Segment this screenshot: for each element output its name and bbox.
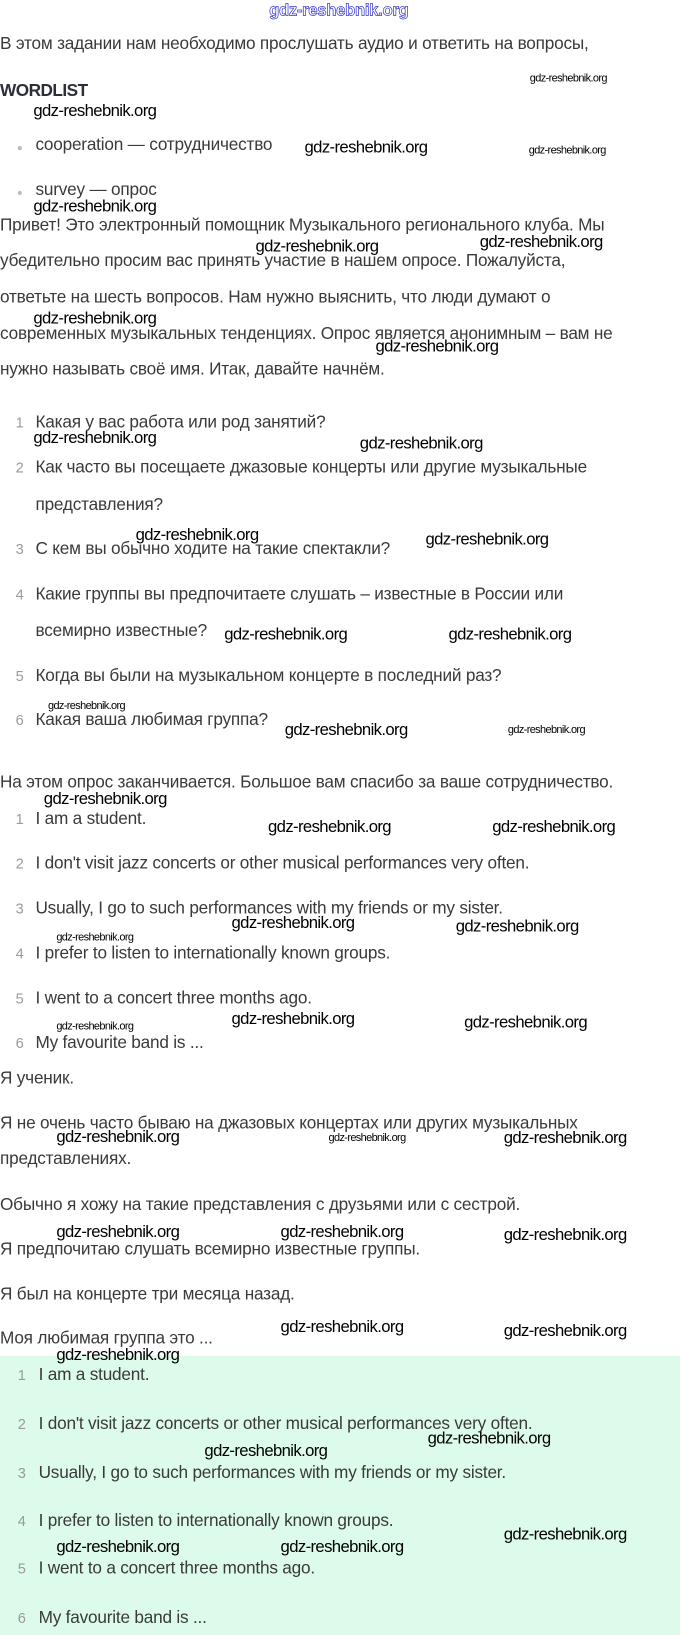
- question-text: Какие группы вы предпочитаете слушать – известные в России или: [35, 585, 564, 604]
- watermark: gdz-reshebnik.org: [304, 138, 428, 157]
- watermark: gdz-reshebnik.org: [43, 790, 167, 809]
- watermark: gdz-reshebnik.org: [479, 233, 603, 252]
- watermark: gdz-reshebnik.org: [268, 818, 391, 837]
- highlight-answer-en: My favourite band is ...: [38, 1608, 207, 1627]
- watermark: gdz-reshebnik.org: [56, 1346, 180, 1365]
- answer-number: 5: [15, 989, 24, 1007]
- question-text: Как часто вы посещаете джазовые концерты или другие музыкальные: [35, 457, 587, 477]
- watermark: gdz-reshebnik.org: [56, 931, 134, 944]
- answer-en: I prefer to listen to internationally known groups.: [35, 943, 391, 963]
- answer-ru: Обычно я хожу на такие представления с друзьями или с сестрой.: [0, 1195, 521, 1214]
- watermark: gdz-reshebnik.org: [425, 530, 549, 549]
- watermark: gdz-reshebnik.org: [280, 1223, 404, 1242]
- answer-number: 2: [15, 855, 24, 872]
- header-watermark: gdz-reshebnik.org: [269, 2, 409, 20]
- greeting-line: Привет! Это электронный помощник Музыкального регионального клуба. Мы: [0, 215, 605, 235]
- answer-ru: представлениях.: [0, 1149, 132, 1169]
- wordlist-title: WORDLIST: [0, 81, 88, 101]
- question-number: 4: [15, 586, 24, 603]
- answer-en: I went to a concert three months ago.: [35, 988, 312, 1008]
- highlight-answer-number: 1: [17, 1366, 26, 1383]
- watermark: gdz-reshebnik.org: [33, 102, 157, 120]
- greeting-line: нужно называть своё имя. Итак, давайте начнём.: [0, 359, 385, 379]
- answer-en: I am a student.: [35, 809, 147, 829]
- watermark: gdz-reshebnik.org: [33, 198, 157, 216]
- watermark: gdz-reshebnik.org: [507, 723, 585, 737]
- highlight-answer-en: I don't visit jazz concerts or other musical performances very often.: [38, 1414, 533, 1433]
- watermark: gdz-reshebnik.org: [255, 237, 379, 256]
- question-number: 1: [15, 414, 24, 431]
- watermark: gdz-reshebnik.org: [503, 1226, 627, 1245]
- answer-number: 6: [15, 1034, 24, 1052]
- watermark: gdz-reshebnik.org: [56, 1538, 180, 1557]
- answer-number: 4: [15, 944, 24, 962]
- watermark: gdz-reshebnik.org: [503, 1525, 627, 1544]
- question-text: Какая у вас работа или род занятий?: [35, 412, 326, 432]
- question-text: С кем вы обычно ходите на такие спектакли?: [35, 539, 391, 558]
- bullet-icon: [18, 146, 22, 150]
- watermark: gdz-reshebnik.org: [427, 1429, 551, 1448]
- answer-highlight-box: [0, 1356, 680, 1635]
- highlight-answer-en: Usually, I go to such performances with my friends or my sister.: [38, 1463, 506, 1482]
- closing-text: На этом опрос заканчивается. Большое вам спасибо за ваше сотрудничество.: [0, 772, 614, 792]
- answer-en: I don't visit jazz concerts or other musical performances very often.: [35, 854, 530, 873]
- highlight-answer-en: I prefer to listen to internationally known groups.: [38, 1511, 394, 1530]
- answer-ru: Моя любимая группа это ...: [0, 1328, 213, 1348]
- intro-text: В этом задании нам необходимо прослушать аудио и ответить на вопросы,: [0, 34, 589, 54]
- watermark: gdz-reshebnik.org: [231, 914, 355, 933]
- answer-number: 1: [15, 810, 24, 828]
- highlight-answer-en: I am a student.: [38, 1365, 150, 1384]
- watermark: gdz-reshebnik.org: [47, 699, 126, 713]
- watermark: gdz-reshebnik.org: [280, 1318, 404, 1336]
- answer-en: My favourite band is ...: [35, 1033, 204, 1053]
- question-text: всемирно известные?: [35, 621, 208, 641]
- greeting-line: убедительно просим вас принять участие в нашем опросе. Пожалуйста,: [0, 251, 566, 271]
- watermark: gdz-reshebnik.org: [448, 625, 572, 644]
- watermark: gdz-reshebnik.org: [528, 143, 606, 157]
- question-number: 5: [15, 667, 24, 685]
- watermark: gdz-reshebnik.org: [135, 526, 259, 545]
- watermark: gdz-reshebnik.org: [33, 429, 157, 448]
- watermark: gdz-reshebnik.org: [56, 1019, 134, 1033]
- greeting-line: современных музыкальных тенденциях. Опрос является анонимным – вам не: [0, 324, 613, 344]
- greeting-line: ответьте на шесть вопросов. Нам нужно выяснить, что люди думают о: [0, 287, 551, 307]
- question-text: Когда вы были на музыкальном концерте в последний раз?: [35, 666, 502, 686]
- watermark: gdz-reshebnik.org: [33, 309, 157, 328]
- answer-ru: Я предпочитаю слушать всемирно известные группы.: [0, 1240, 420, 1259]
- watermark: gdz-reshebnik.org: [529, 71, 607, 85]
- watermark: gdz-reshebnik.org: [204, 1442, 328, 1461]
- watermark: gdz-reshebnik.org: [280, 1538, 404, 1557]
- answer-ru: Я ученик.: [0, 1068, 74, 1088]
- bullet-icon: [18, 191, 22, 195]
- question-number: 6: [15, 711, 24, 728]
- watermark: gdz-reshebnik.org: [224, 625, 348, 644]
- highlight-answer-number: 6: [17, 1609, 26, 1626]
- watermark: gdz-reshebnik.org: [359, 434, 483, 453]
- watermark: gdz-reshebnik.org: [56, 1223, 180, 1242]
- watermark: gdz-reshebnik.org: [503, 1322, 627, 1341]
- highlight-answer-number: 5: [17, 1560, 26, 1577]
- watermark: gdz-reshebnik.org: [375, 337, 499, 356]
- highlight-answer-en: I went to a concert three months ago.: [38, 1559, 315, 1578]
- watermark: gdz-reshebnik.org: [492, 818, 616, 837]
- answer-ru: Я не очень часто бываю на джазовых концертах или других музыкальных: [0, 1113, 578, 1133]
- answer-number: 3: [15, 900, 24, 917]
- watermark: gdz-reshebnik.org: [455, 917, 579, 936]
- wordlist-item: survey — опрос: [35, 180, 157, 200]
- watermark: gdz-reshebnik.org: [503, 1129, 627, 1148]
- watermark: gdz-reshebnik.org: [56, 1128, 180, 1147]
- answer-ru: Я был на концерте три месяца назад.: [0, 1284, 295, 1304]
- answer-en: Usually, I go to such performances with my friends or my sister.: [35, 898, 503, 918]
- highlight-answer-number: 3: [17, 1464, 26, 1481]
- watermark: gdz-reshebnik.org: [231, 1010, 355, 1029]
- highlight-answer-number: 4: [17, 1512, 26, 1529]
- wordlist-item: cooperation — сотрудничество: [35, 135, 273, 155]
- watermark: gdz-reshebnik.org: [328, 1131, 406, 1145]
- watermark: gdz-reshebnik.org: [284, 721, 408, 740]
- highlight-answer-number: 2: [17, 1415, 26, 1432]
- question-text: представления?: [35, 495, 163, 515]
- question-text: Какая ваша любимая группа?: [35, 710, 268, 729]
- watermark: gdz-reshebnik.org: [464, 1013, 588, 1032]
- question-number: 2: [15, 458, 24, 476]
- question-number: 3: [15, 540, 24, 557]
